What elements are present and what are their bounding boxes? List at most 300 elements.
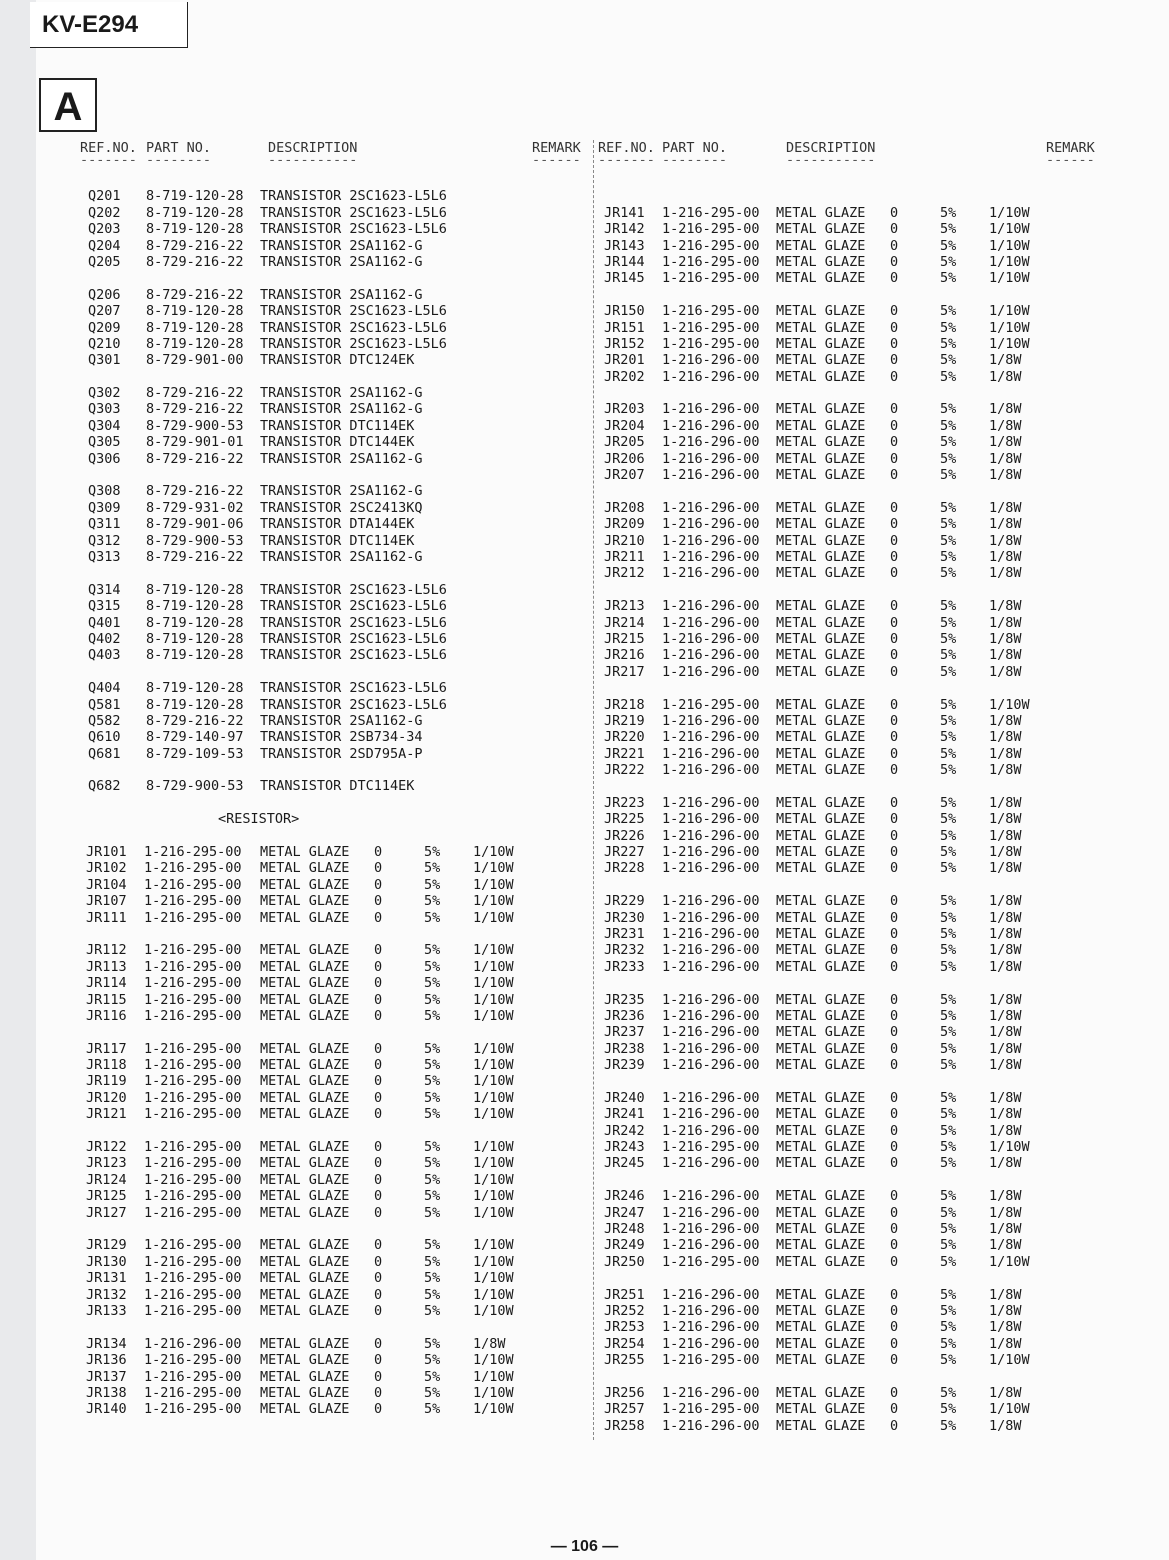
resistance: 0 xyxy=(374,893,383,910)
ref-no: JR211 xyxy=(604,548,645,565)
description: TRANSISTOR 2SC1623-L5L6 xyxy=(260,647,447,664)
part-no: 1-216-296-00 xyxy=(662,1319,760,1336)
resistance: 0 xyxy=(890,1122,899,1139)
rating: 1/10W xyxy=(473,1401,514,1418)
part-no: 1-216-295-00 xyxy=(144,1286,242,1303)
description: METAL GLAZE xyxy=(776,270,866,287)
part-row xyxy=(80,729,590,745)
part-no: 1-216-296-00 xyxy=(662,958,760,975)
description: METAL GLAZE xyxy=(260,1089,350,1106)
rating: 1/8W xyxy=(989,598,1022,615)
resistance: 0 xyxy=(890,696,899,713)
part-row xyxy=(80,746,590,762)
part-row xyxy=(80,1139,590,1155)
rating: 1/8W xyxy=(989,1384,1022,1401)
rating: 1/8W xyxy=(989,1204,1022,1221)
part-row xyxy=(80,254,590,270)
part-row xyxy=(598,238,1098,254)
tolerance: 5% xyxy=(424,1204,441,1221)
right-column xyxy=(598,140,1098,1434)
part-row xyxy=(80,1401,590,1417)
ref-no: Q206 xyxy=(88,286,121,303)
part-row xyxy=(598,303,1098,319)
part-no: 8-729-900-53 xyxy=(146,532,244,549)
part-row xyxy=(80,910,590,926)
part-no: 1-216-296-00 xyxy=(662,450,760,467)
tolerance: 5% xyxy=(940,1237,957,1254)
tolerance: 5% xyxy=(940,1384,957,1401)
tolerance: 5% xyxy=(940,909,957,926)
part-row xyxy=(80,320,590,336)
resistance: 0 xyxy=(374,958,383,975)
rating: 1/10W xyxy=(473,844,514,861)
ref-no: JR216 xyxy=(604,647,645,664)
resistance: 0 xyxy=(890,893,899,910)
description: METAL GLAZE xyxy=(776,827,866,844)
part-no: 1-216-296-00 xyxy=(662,565,760,582)
tolerance: 5% xyxy=(940,1352,957,1369)
part-row xyxy=(598,1336,1098,1352)
part-row xyxy=(80,1254,590,1270)
rating: 1/8W xyxy=(989,1040,1022,1057)
part-no: 1-216-295-00 xyxy=(662,1352,760,1369)
part-no: 1-216-295-00 xyxy=(144,1384,242,1401)
tolerance: 5% xyxy=(424,958,441,975)
rating: 1/10W xyxy=(473,1188,514,1205)
part-no: 1-216-295-00 xyxy=(144,958,242,975)
rating: 1/10W xyxy=(989,1352,1030,1369)
resistance: 0 xyxy=(374,1057,383,1074)
part-row xyxy=(80,533,590,549)
tolerance: 5% xyxy=(940,712,957,729)
resistance: 0 xyxy=(890,942,899,959)
ref-no: Q202 xyxy=(88,204,121,221)
part-row xyxy=(598,1254,1098,1270)
part-no: 1-216-295-00 xyxy=(144,1089,242,1106)
resistance: 0 xyxy=(374,1368,383,1385)
rating: 1/8W xyxy=(989,647,1022,664)
rating: 1/10W xyxy=(473,1384,514,1401)
tolerance: 5% xyxy=(940,221,957,238)
part-no: 8-729-901-06 xyxy=(146,516,244,533)
ref-no: Q302 xyxy=(88,385,121,402)
tolerance: 5% xyxy=(424,893,441,910)
ref-no: Q610 xyxy=(88,729,121,746)
tolerance: 5% xyxy=(940,516,957,533)
part-row xyxy=(598,647,1098,663)
ref-no: JR207 xyxy=(604,467,645,484)
part-no: 1-216-296-00 xyxy=(662,1221,760,1237)
rating: 1/8W xyxy=(989,925,1022,942)
description: METAL GLAZE xyxy=(776,696,866,713)
part-no: 1-216-295-00 xyxy=(144,1106,242,1123)
rating: 1/10W xyxy=(989,1401,1030,1418)
part-no: 8-729-216-22 xyxy=(146,385,244,402)
part-no: 1-216-295-00 xyxy=(144,893,242,910)
resistance: 0 xyxy=(890,1057,899,1074)
part-no: 1-216-295-00 xyxy=(144,1253,242,1270)
ref-no: JR222 xyxy=(604,762,645,779)
description: METAL GLAZE xyxy=(776,401,866,418)
resistance: 0 xyxy=(890,1237,899,1254)
part-row xyxy=(598,697,1098,713)
ref-no: JR229 xyxy=(604,893,645,910)
part-no: 1-216-295-00 xyxy=(144,1171,242,1188)
rating: 1/8W xyxy=(989,450,1022,467)
resistance: 0 xyxy=(374,1171,383,1188)
part-no: 8-719-120-28 xyxy=(146,696,244,713)
ref-no: Q404 xyxy=(88,680,121,697)
part-row xyxy=(80,1106,590,1122)
description: METAL GLAZE xyxy=(776,860,866,877)
rating: 1/8W xyxy=(989,811,1022,828)
resistance: 0 xyxy=(374,1352,383,1369)
ref-no: JR102 xyxy=(86,860,127,877)
tolerance: 5% xyxy=(940,696,957,713)
part-no: 8-719-120-28 xyxy=(146,581,244,598)
part-no: 1-216-295-00 xyxy=(144,1188,242,1205)
ref-no: JR226 xyxy=(604,827,645,844)
resistance: 0 xyxy=(890,548,899,565)
description: METAL GLAZE xyxy=(776,942,866,959)
resistance: 0 xyxy=(374,1237,383,1254)
resistance: 0 xyxy=(374,991,383,1008)
part-row xyxy=(598,1205,1098,1221)
ref-no: JR141 xyxy=(604,204,645,221)
resistance: 0 xyxy=(374,1106,383,1123)
part-row xyxy=(80,205,590,221)
part-row xyxy=(80,697,590,713)
part-no: 1-216-295-00 xyxy=(144,1057,242,1074)
part-row xyxy=(80,1041,590,1057)
ref-no: JR124 xyxy=(86,1171,127,1188)
resistance: 0 xyxy=(374,1188,383,1205)
ref-no: Q402 xyxy=(88,630,121,647)
resistance: 0 xyxy=(890,335,899,352)
description: TRANSISTOR 2SA1162-G xyxy=(260,286,423,303)
description: TRANSISTOR 2SC1623-L5L6 xyxy=(260,319,447,336)
ref-no: Q314 xyxy=(88,581,121,598)
right-header-underline: ------- -------- ----------- ------ xyxy=(598,152,1095,168)
resistance: 0 xyxy=(890,1024,899,1041)
tolerance: 5% xyxy=(424,1352,441,1369)
tolerance: 5% xyxy=(940,647,957,664)
description: METAL GLAZE xyxy=(776,811,866,828)
description: TRANSISTOR 2SC1623-L5L6 xyxy=(260,221,447,238)
description: METAL GLAZE xyxy=(776,1253,866,1270)
rating: 1/10W xyxy=(473,942,514,959)
part-no: 1-216-295-00 xyxy=(144,860,242,877)
part-no: 1-216-295-00 xyxy=(662,1253,760,1270)
resistance: 0 xyxy=(890,1188,899,1205)
part-no: 1-216-296-00 xyxy=(662,762,760,779)
part-no: 1-216-296-00 xyxy=(662,1057,760,1074)
part-row xyxy=(598,1024,1098,1040)
part-no: 1-216-296-00 xyxy=(662,630,760,647)
ref-no: JR129 xyxy=(86,1237,127,1254)
tolerance: 5% xyxy=(424,1040,441,1057)
part-row xyxy=(80,992,590,1008)
description: TRANSISTOR 2SA1162-G xyxy=(260,712,423,729)
ref-no: JR254 xyxy=(604,1335,645,1352)
description: METAL GLAZE xyxy=(776,1352,866,1369)
rating: 1/8W xyxy=(989,532,1022,549)
description: METAL GLAZE xyxy=(776,1106,866,1123)
part-row xyxy=(80,500,590,516)
part-row xyxy=(598,1188,1098,1204)
resistance: 0 xyxy=(890,352,899,369)
part-row xyxy=(598,762,1098,778)
part-row xyxy=(598,729,1098,745)
description: METAL GLAZE xyxy=(776,663,866,680)
rating: 1/10W xyxy=(473,1155,514,1172)
part-no: 1-216-295-00 xyxy=(144,1368,242,1385)
tolerance: 5% xyxy=(940,1335,957,1352)
tolerance: 5% xyxy=(940,434,957,451)
ref-no: JR256 xyxy=(604,1384,645,1401)
description: TRANSISTOR DTC144EK xyxy=(260,434,415,451)
tolerance: 5% xyxy=(424,1057,441,1074)
ref-no: JR249 xyxy=(604,1237,645,1254)
ref-no: Q309 xyxy=(88,499,121,516)
description: METAL GLAZE xyxy=(260,909,350,926)
part-row xyxy=(598,926,1098,942)
description: METAL GLAZE xyxy=(776,712,866,729)
resistance: 0 xyxy=(890,1139,899,1156)
ref-no: JR250 xyxy=(604,1253,645,1270)
part-row xyxy=(598,1123,1098,1139)
tolerance: 5% xyxy=(940,1089,957,1106)
part-no: 8-719-120-28 xyxy=(146,680,244,697)
part-row xyxy=(80,1352,590,1368)
rating: 1/8W xyxy=(989,958,1022,975)
description: METAL GLAZE xyxy=(776,1221,866,1237)
rating: 1/10W xyxy=(989,237,1030,254)
tolerance: 5% xyxy=(940,893,957,910)
rating: 1/10W xyxy=(473,860,514,877)
tolerance: 5% xyxy=(940,565,957,582)
tolerance: 5% xyxy=(940,1319,957,1336)
description: METAL GLAZE xyxy=(260,844,350,861)
description: METAL GLAZE xyxy=(776,1335,866,1352)
part-no: 1-216-295-00 xyxy=(144,1139,242,1156)
part-row xyxy=(598,828,1098,844)
part-row xyxy=(598,598,1098,614)
tolerance: 5% xyxy=(940,1302,957,1319)
ref-no: JR237 xyxy=(604,1024,645,1041)
description: METAL GLAZE xyxy=(260,876,350,893)
tolerance: 5% xyxy=(424,909,441,926)
rating: 1/8W xyxy=(989,499,1022,516)
description: TRANSISTOR 2SA1162-G xyxy=(260,401,423,418)
tolerance: 5% xyxy=(940,827,957,844)
ref-no: JR201 xyxy=(604,352,645,369)
resistance: 0 xyxy=(890,1384,899,1401)
description: METAL GLAZE xyxy=(260,1073,350,1090)
resistance: 0 xyxy=(890,958,899,975)
description: METAL GLAZE xyxy=(776,434,866,451)
description: TRANSISTOR 2SC2413KQ xyxy=(260,499,423,516)
rating: 1/10W xyxy=(989,335,1030,352)
part-no: 1-216-296-00 xyxy=(662,1089,760,1106)
tolerance: 5% xyxy=(424,1237,441,1254)
tolerance: 5% xyxy=(424,1106,441,1123)
rating: 1/8W xyxy=(989,467,1022,484)
rating: 1/8W xyxy=(989,434,1022,451)
resistance: 0 xyxy=(890,860,899,877)
description: TRANSISTOR DTC114EK xyxy=(260,778,415,795)
tolerance: 5% xyxy=(940,1057,957,1074)
description: METAL GLAZE xyxy=(776,1139,866,1156)
part-row xyxy=(80,647,590,663)
description: METAL GLAZE xyxy=(260,1171,350,1188)
part-row xyxy=(598,844,1098,860)
description: METAL GLAZE xyxy=(260,1270,350,1287)
description: METAL GLAZE xyxy=(776,893,866,910)
ref-no: JR137 xyxy=(86,1368,127,1385)
rating: 1/10W xyxy=(473,1057,514,1074)
part-no: 1-216-295-00 xyxy=(662,221,760,238)
description: METAL GLAZE xyxy=(260,991,350,1008)
tolerance: 5% xyxy=(940,598,957,615)
part-row xyxy=(80,483,590,499)
ref-no: JR134 xyxy=(86,1335,127,1352)
part-no: 1-216-295-00 xyxy=(144,1204,242,1221)
ref-no: JR115 xyxy=(86,991,127,1008)
description: METAL GLAZE xyxy=(776,630,866,647)
rating: 1/10W xyxy=(473,1204,514,1221)
ref-no: JR116 xyxy=(86,1007,127,1024)
part-no: 8-729-140-97 xyxy=(146,729,244,746)
rating: 1/10W xyxy=(989,221,1030,238)
part-no-header: PART NO. xyxy=(662,140,728,156)
ref-no: JR214 xyxy=(604,614,645,631)
ref-no: JR122 xyxy=(86,1139,127,1156)
part-row xyxy=(80,877,590,893)
resistance: 0 xyxy=(374,1204,383,1221)
rating: 1/10W xyxy=(473,1040,514,1057)
part-no: 1-216-295-00 xyxy=(144,975,242,992)
description: METAL GLAZE xyxy=(776,303,866,320)
part-no: 8-719-120-28 xyxy=(146,630,244,647)
part-row xyxy=(598,1401,1098,1417)
description: METAL GLAZE xyxy=(776,1024,866,1041)
part-row xyxy=(80,844,590,860)
rating: 1/8W xyxy=(473,1335,506,1352)
part-no: 1-216-295-00 xyxy=(144,991,242,1008)
resistance: 0 xyxy=(890,253,899,270)
resistance: 0 xyxy=(890,614,899,631)
ref-no: JR232 xyxy=(604,942,645,959)
part-row xyxy=(598,910,1098,926)
description: METAL GLAZE xyxy=(776,516,866,533)
description: METAL GLAZE xyxy=(776,450,866,467)
part-row xyxy=(598,1155,1098,1171)
description: TRANSISTOR 2SC1623-L5L6 xyxy=(260,204,447,221)
part-no: 1-216-296-00 xyxy=(662,925,760,942)
part-no: 1-216-296-00 xyxy=(662,1417,760,1434)
part-no: 1-216-295-00 xyxy=(662,1401,760,1418)
ref-no: JR132 xyxy=(86,1286,127,1303)
tolerance: 5% xyxy=(424,876,441,893)
part-no: 1-216-296-00 xyxy=(662,1302,760,1319)
rating: 1/10W xyxy=(989,1253,1030,1270)
part-no: 1-216-295-00 xyxy=(144,1040,242,1057)
ref-no: Q205 xyxy=(88,253,121,270)
part-no: 1-216-296-00 xyxy=(662,942,760,959)
part-no: 8-719-120-28 xyxy=(146,204,244,221)
rating: 1/8W xyxy=(989,1106,1022,1123)
rating: 1/8W xyxy=(989,844,1022,861)
rating: 1/10W xyxy=(473,1237,514,1254)
description: METAL GLAZE xyxy=(260,1352,350,1369)
description: METAL GLAZE xyxy=(776,319,866,336)
description: METAL GLAZE xyxy=(776,1302,866,1319)
part-no: 1-216-296-00 xyxy=(662,417,760,434)
tolerance: 5% xyxy=(424,1270,441,1287)
resistance: 0 xyxy=(890,467,899,484)
part-no: 1-216-296-00 xyxy=(662,598,760,615)
part-row xyxy=(598,270,1098,286)
ref-no: JR246 xyxy=(604,1188,645,1205)
tolerance: 5% xyxy=(940,942,957,959)
part-no: 1-216-296-00 xyxy=(662,352,760,369)
description: METAL GLAZE xyxy=(776,729,866,746)
part-no: 1-216-296-00 xyxy=(144,1335,242,1352)
tolerance: 5% xyxy=(940,794,957,811)
resistance: 0 xyxy=(890,647,899,664)
ref-no: JR205 xyxy=(604,434,645,451)
rating: 1/10W xyxy=(473,975,514,992)
ref-no: JR111 xyxy=(86,909,127,926)
description: TRANSISTOR 2SC1623-L5L6 xyxy=(260,696,447,713)
tolerance: 5% xyxy=(940,450,957,467)
part-row xyxy=(598,746,1098,762)
ref-no: JR118 xyxy=(86,1057,127,1074)
part-row xyxy=(80,1205,590,1221)
part-row xyxy=(80,598,590,614)
description: METAL GLAZE xyxy=(776,335,866,352)
resistance: 0 xyxy=(890,762,899,779)
part-no: 1-216-295-00 xyxy=(662,696,760,713)
ref-no: JR255 xyxy=(604,1352,645,1369)
rating: 1/8W xyxy=(989,1417,1022,1434)
description: TRANSISTOR 2SC1623-L5L6 xyxy=(260,303,447,320)
part-no: 8-729-216-22 xyxy=(146,712,244,729)
description: TRANSISTOR 2SC1623-L5L6 xyxy=(260,680,447,697)
tolerance: 5% xyxy=(424,1155,441,1172)
ref-no: Q315 xyxy=(88,598,121,615)
part-row xyxy=(598,1139,1098,1155)
description: METAL GLAZE xyxy=(260,942,350,959)
rating: 1/10W xyxy=(473,1302,514,1319)
part-row xyxy=(80,959,590,975)
tolerance: 5% xyxy=(940,1139,957,1156)
resistance: 0 xyxy=(374,1007,383,1024)
rating: 1/10W xyxy=(989,270,1030,287)
description: METAL GLAZE xyxy=(776,253,866,270)
resistance: 0 xyxy=(890,1155,899,1172)
tolerance: 5% xyxy=(940,745,957,762)
ref-no: JR225 xyxy=(604,811,645,828)
description: METAL GLAZE xyxy=(260,1401,350,1418)
tolerance: 5% xyxy=(940,1253,957,1270)
part-no: 1-216-296-00 xyxy=(662,1204,760,1221)
resistance: 0 xyxy=(890,1401,899,1418)
part-no: 8-729-216-22 xyxy=(146,483,244,500)
part-row xyxy=(80,860,590,876)
part-row xyxy=(80,434,590,450)
